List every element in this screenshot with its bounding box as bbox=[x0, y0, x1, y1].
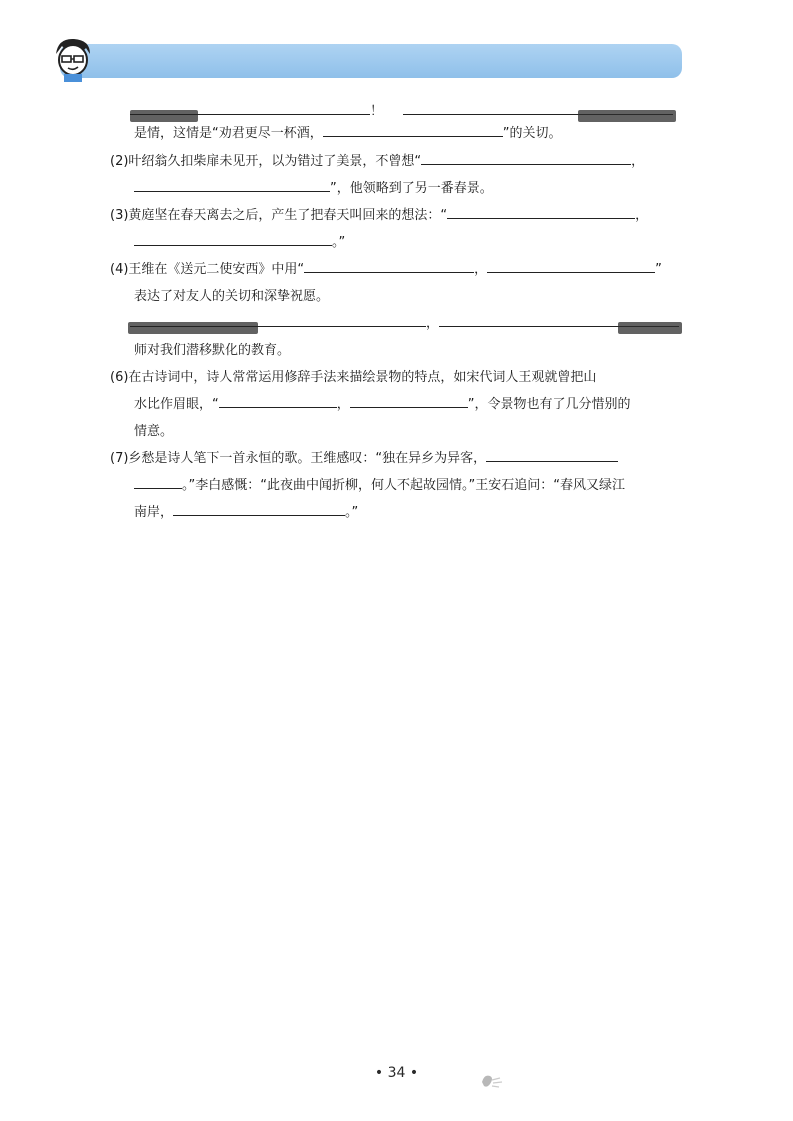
line-0: ！ bbox=[130, 100, 673, 119]
answer-blank[interactable] bbox=[350, 395, 468, 408]
line-3: ”，他领略到了另一番春景。 bbox=[134, 177, 493, 196]
line-2: (2)叶绍翁久扣柴扉未见开，以为错过了美景，不曾想“ ， bbox=[110, 154, 645, 169]
line-5: 。” bbox=[134, 231, 345, 250]
line-1: 是情，这情是“劝君更尽一杯酒， ”的关切。 bbox=[134, 126, 562, 141]
line-10: (6)在古诗词中，诗人常常运用修辞手法来描绘景物的特点，如宋代词人王观就曾把山 bbox=[110, 370, 597, 385]
line-7: 表达了对友人的关切和深挚祝愿。 bbox=[134, 289, 330, 304]
header-band bbox=[60, 44, 682, 78]
line-4: (3)黄庭坚在春天离去之后，产生了把春天叫回来的想法：“ ， bbox=[110, 208, 649, 223]
answer-blank[interactable] bbox=[219, 395, 337, 408]
answer-blank[interactable] bbox=[130, 314, 426, 327]
answer-blank[interactable] bbox=[486, 449, 618, 462]
answer-blank[interactable] bbox=[134, 179, 330, 192]
line-11: 水比作眉眼，“ ， ”，令景物也有了几分惜别的 bbox=[134, 397, 631, 412]
answer-blank[interactable] bbox=[323, 124, 503, 137]
scan-smudge bbox=[618, 322, 682, 334]
line-8: ， bbox=[130, 312, 679, 331]
line-13: (7)乡愁是诗人笔下一首永恒的歌。王维感叹：“独在异乡为异客， bbox=[110, 447, 618, 466]
line-12: 情意。 bbox=[134, 424, 174, 439]
scan-smudge bbox=[578, 110, 676, 122]
answer-blank[interactable] bbox=[421, 152, 631, 165]
line-15: 南岸， 。” bbox=[134, 505, 359, 520]
answer-blank[interactable] bbox=[130, 102, 370, 115]
line-6: (4)王维在《送元二使安西》中用“ ， ” bbox=[110, 262, 662, 277]
cartoon-student-icon bbox=[48, 36, 96, 82]
answer-blank[interactable] bbox=[447, 206, 635, 219]
page-number: • 34 • bbox=[374, 1065, 419, 1081]
watermark-icon bbox=[478, 1072, 510, 1092]
answer-blank[interactable] bbox=[134, 233, 332, 246]
answer-blank[interactable] bbox=[134, 476, 182, 489]
line-9: 师对我们潜移默化的教育。 bbox=[134, 343, 291, 358]
answer-blank[interactable] bbox=[304, 260, 474, 273]
line-14: 。”李白感慨：“此夜曲中闻折柳，何人不起故园情。”王安石追问：“春风又绿江 bbox=[134, 474, 625, 493]
answer-blank[interactable] bbox=[487, 260, 655, 273]
answer-blank[interactable] bbox=[173, 503, 345, 516]
